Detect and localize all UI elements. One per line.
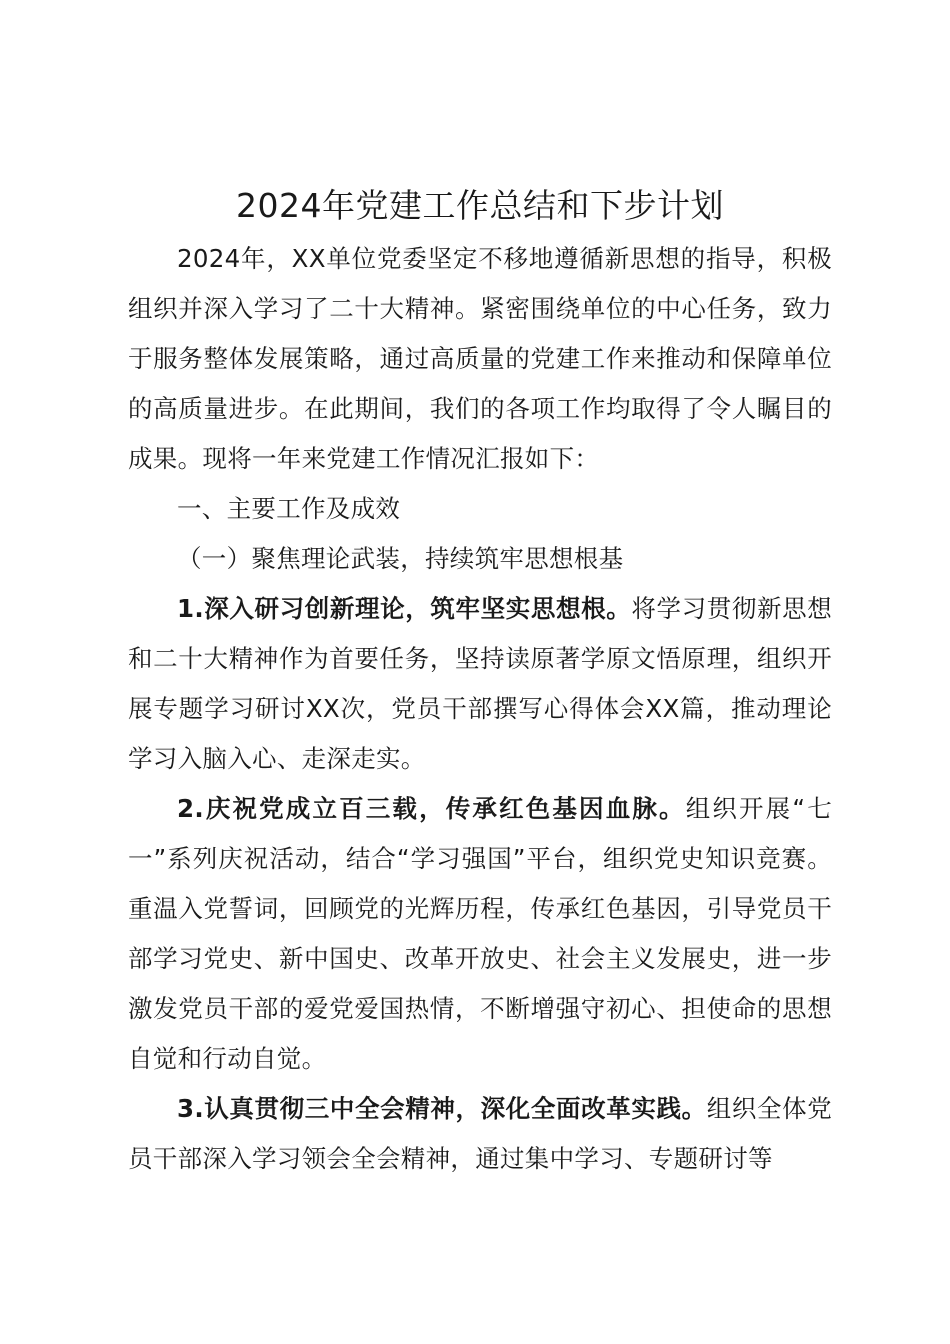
subsection-heading: （一）聚焦理论武装，持续筑牢思想根基 (177, 544, 624, 573)
section-heading: 一、主要工作及成效 (177, 494, 401, 523)
item-paragraph-2 (128, 784, 832, 1084)
item-text-2: 组织开展“七一”系列庆祝活动，结合“学习强国”平台，组织党史知识竞赛。重温入党誓词，回顾党的光辉历程，传承红色基因，引导党员干部学习党史、新中国史、改革开放史、社会主义发展史，进一步激发党员干部的爱党爱国热情，不断增强守初心、担使命的思想自觉和行动自觉。 (128, 794, 832, 1073)
item-lead-2: 2.庆祝党成立百三载，传承红色基因血脉。 (177, 794, 686, 823)
item-text-3: 组织全体党员干部深入学习领会全会精神，通过集中学习、专题研讨等 (128, 1094, 833, 1173)
item-lead-1: 1.深入研习创新理论，筑牢坚实思想根。 (177, 594, 632, 623)
item-text-1: 将学习贯彻新思想和二十大精神作为首要任务，坚持读原著学原文悟原理，组织开展专题学习研讨XX次，党员干部撰写心得体会XX篇，推动理论学习入脑入心、走深走实。 (128, 594, 832, 773)
document-page (128, 178, 832, 1184)
item-paragraph-3 (128, 1084, 832, 1184)
intro-paragraph: 2024年，XX单位党委坚定不移地遵循新思想的指导，积极组织并深入学习了二十大精神。紧密围绕单位的中心任务，致力于服务整体发展策略，通过高质量的党建工作来推动和保障单位的高质量进步。在此期间，我们的各项工作均取得了令人瞩目的成果。现将一年来党建工作情况汇报如下： (128, 244, 832, 473)
document-title: 2024年党建工作总结和下步计划 (236, 186, 724, 225)
item-lead-3: 3.认真贯彻三中全会精神，深化全面改革实践。 (177, 1094, 707, 1123)
item-paragraph-1 (128, 584, 832, 784)
